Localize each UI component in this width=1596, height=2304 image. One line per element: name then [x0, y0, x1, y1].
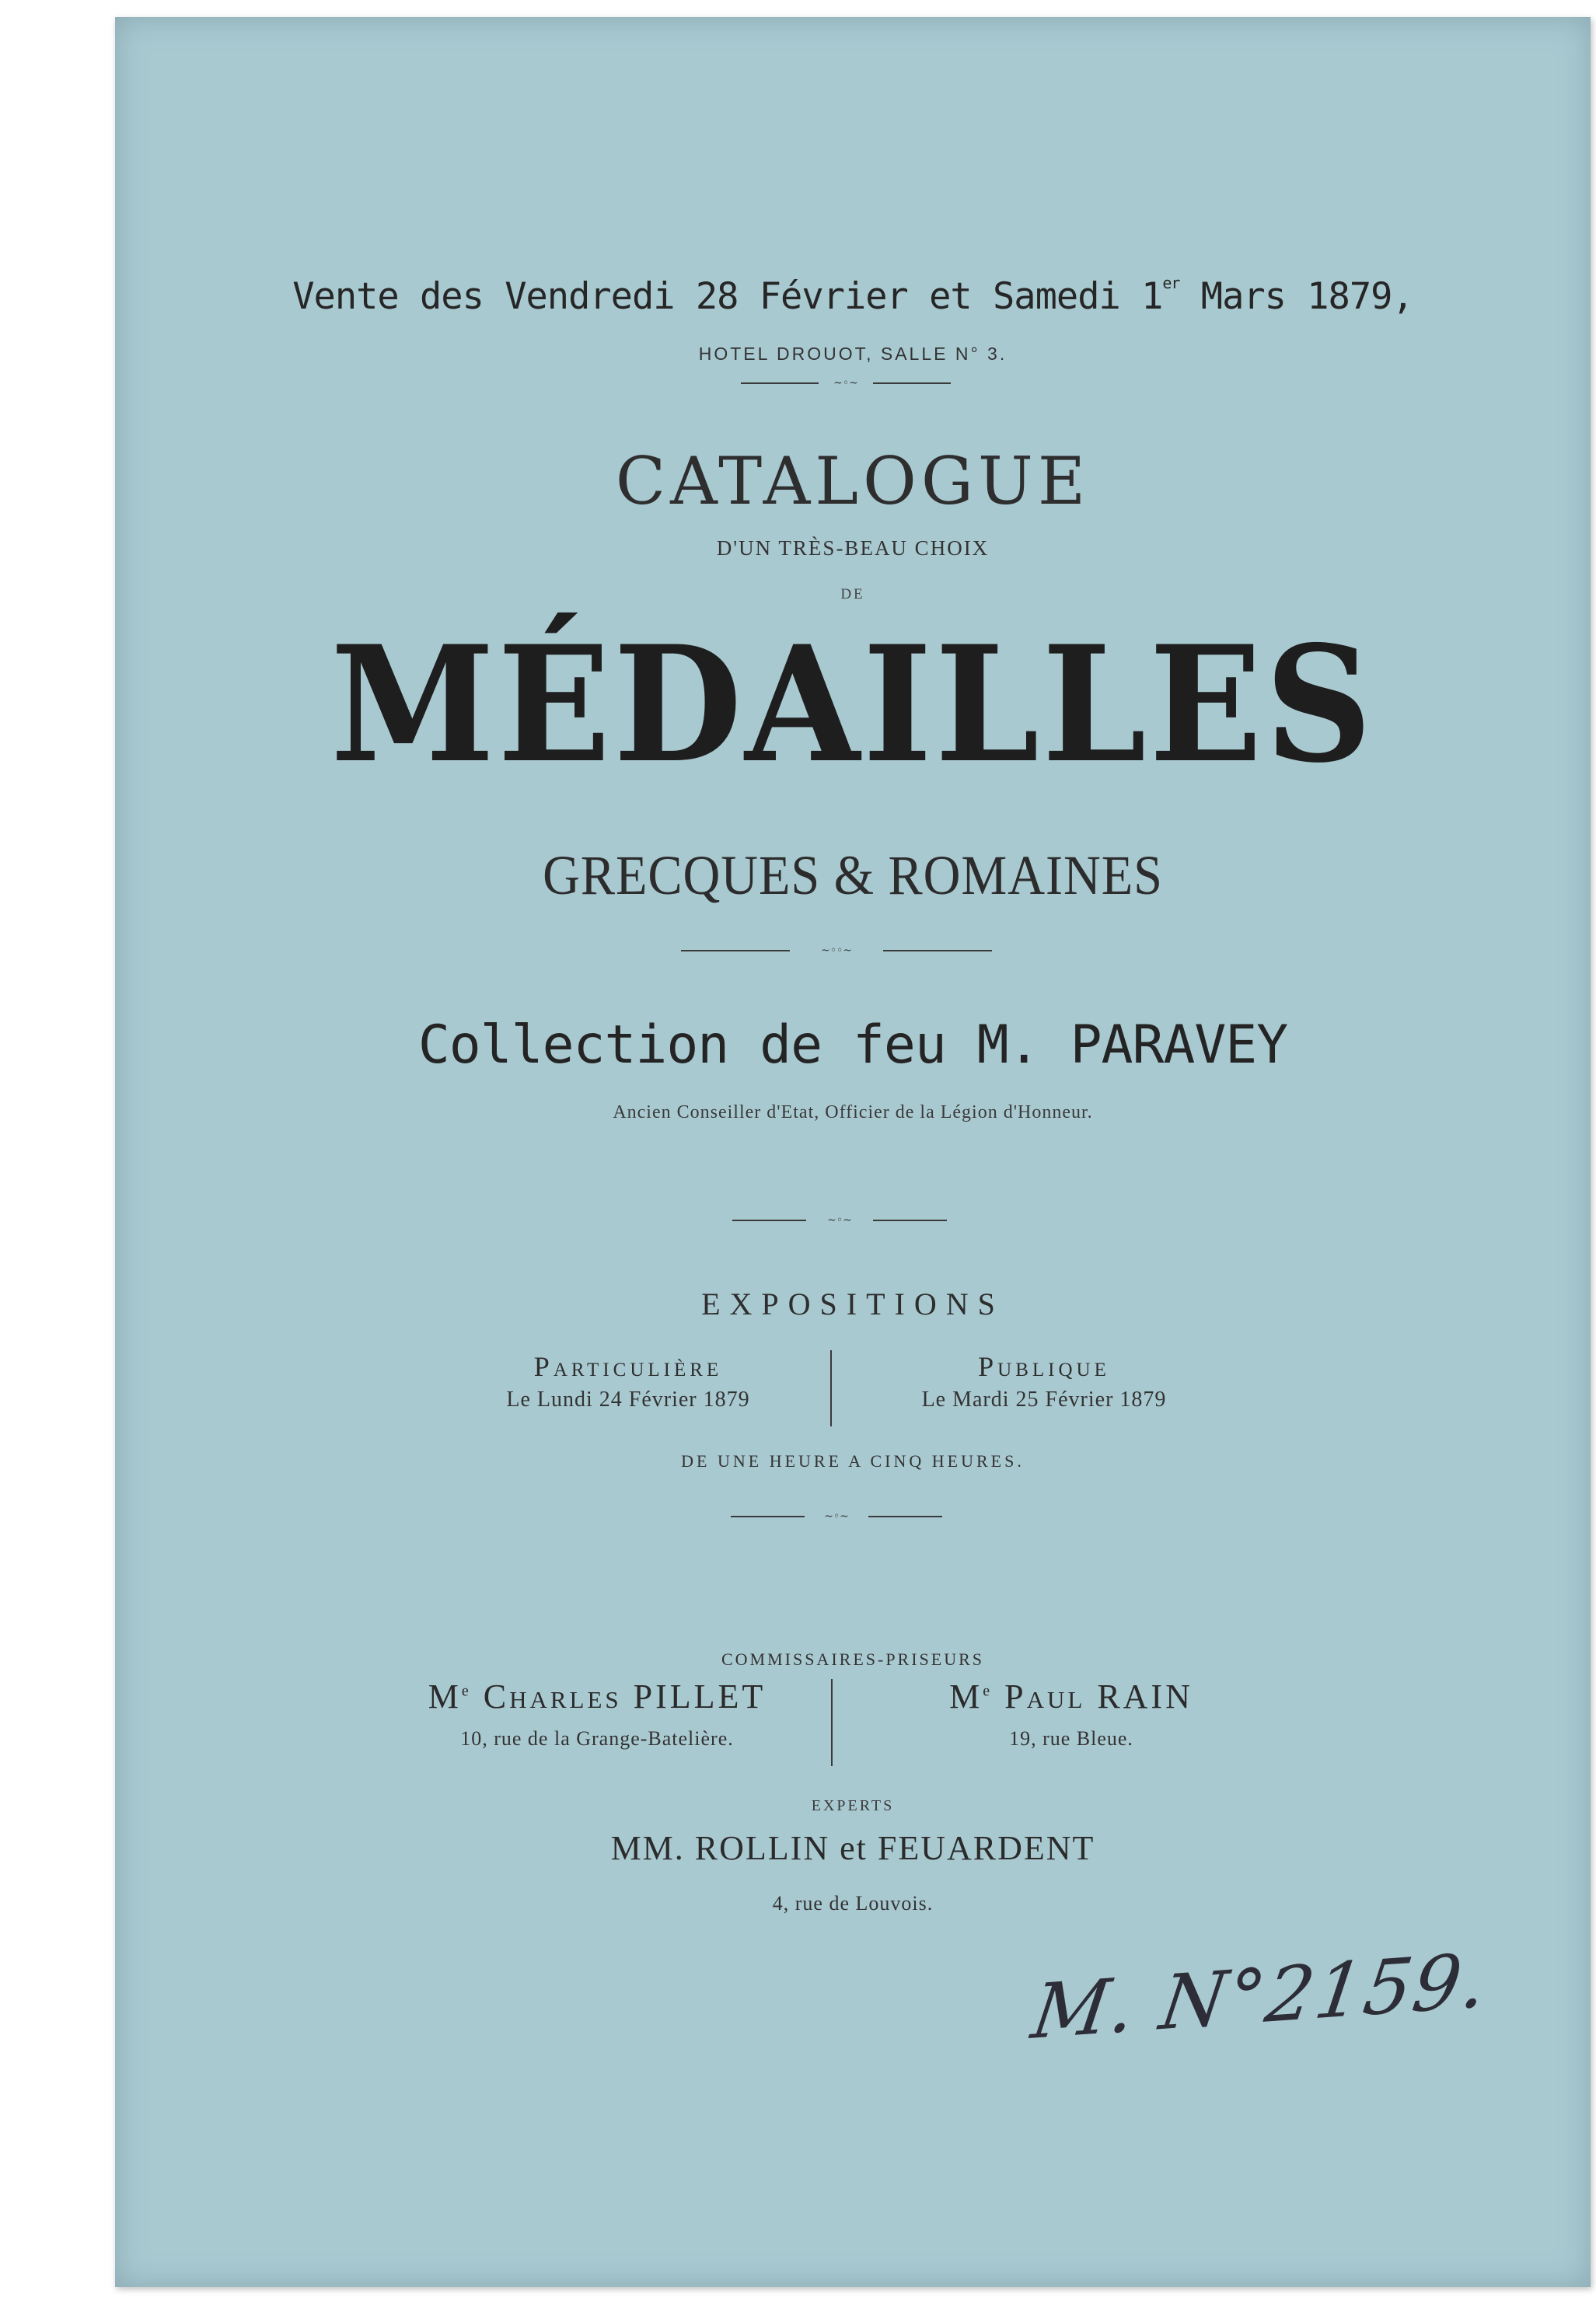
exposition-public-date: Le Mardi 25 Février 1879: [921, 1388, 1167, 1412]
sale-venue: HOTEL DROUOT, SALLE N° 3.: [698, 344, 1008, 364]
auctioneer-right: [854, 1677, 1289, 1751]
auctioneer-left-name: Me Charles PILLET: [428, 1677, 767, 1716]
catalogue-cover: [115, 17, 1591, 2287]
main-title: MÉDAILLES: [330, 612, 1375, 798]
auctioneer-right-address: 19, rue Bleue.: [1009, 1727, 1133, 1750]
expositions-heading: EXPOSITIONS: [701, 1286, 1004, 1321]
experts-address: 4, rue de Louvois.: [772, 1892, 934, 1915]
ornament-divider: ~◦◦~: [681, 945, 992, 956]
auctioneer-left: [379, 1677, 815, 1751]
catalogue-subtitle: D'UN TRÈS-BEAU CHOIX: [716, 536, 990, 560]
ornament-divider: ~◦~: [741, 378, 951, 389]
collection-name: Collection de feu M. PARAVEY: [417, 1014, 1288, 1076]
ornament-divider: ~◦~: [732, 1215, 947, 1226]
collection-credentials: Ancien Conseiller d'Etat, Officier de la Légion d'Honneur.: [613, 1102, 1093, 1122]
auctioneer-left-address: 10, rue de la Grange-Batelière.: [460, 1727, 734, 1750]
handwritten-inventory-note: M. N°2159.: [1026, 1936, 1494, 2057]
column-divider: [831, 1679, 833, 1766]
auctioneers-heading: COMMISSAIRES-PRISEURS: [721, 1649, 985, 1669]
exposition-private-label: Particulière: [533, 1351, 723, 1382]
experts-heading: EXPERTS: [811, 1797, 895, 1814]
sale-dates: Vente des Vendredi 28 Février et Samedi 1er Mars 1879,: [292, 274, 1413, 318]
exposition-public: [873, 1350, 1215, 1412]
exposition-private: [457, 1350, 799, 1412]
catalogue-de: DE: [840, 586, 865, 602]
exposition-private-date: Le Lundi 24 Février 1879: [506, 1388, 750, 1412]
exposition-public-label: Publique: [978, 1351, 1110, 1382]
ornament-divider: ~◦~: [731, 1511, 942, 1522]
exposition-hours: DE UNE HEURE A CINQ HEURES.: [681, 1451, 1025, 1471]
experts-names: MM. ROLLIN et FEUARDENT: [610, 1829, 1095, 1867]
catalogue-heading: CATALOGUE: [615, 443, 1091, 519]
auctioneer-right-name: Me Paul RAIN: [949, 1677, 1193, 1716]
secondary-title: GRECQUES & ROMAINES: [543, 844, 1163, 906]
column-divider: [830, 1350, 832, 1426]
